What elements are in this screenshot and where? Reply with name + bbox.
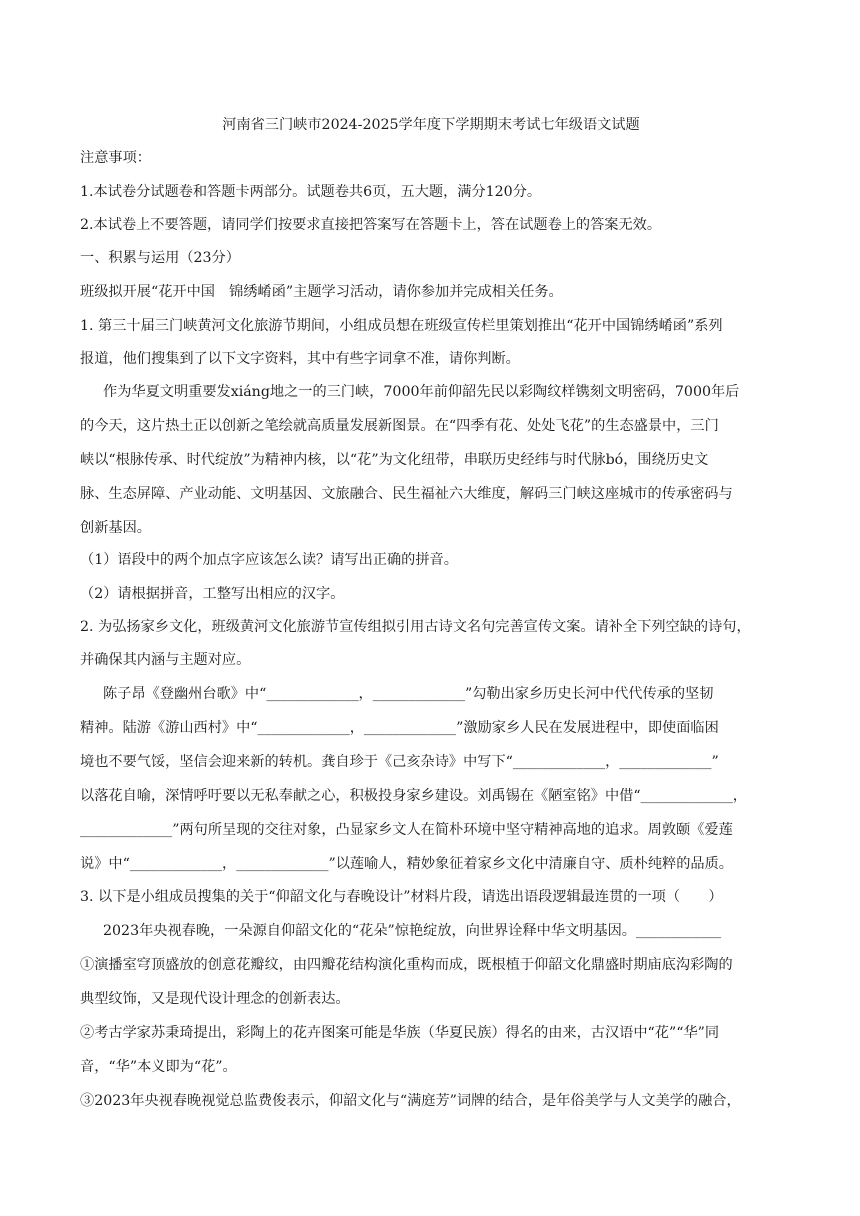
- passage-2-line: 境也不要气馁，坚信会迎来新的转机。龚自珍于《己亥杂诗》中写下“_____________，_____________”: [80, 754, 719, 770]
- notice-heading: 注意事项：: [80, 150, 151, 166]
- passage-2-line: _____________”两句所呈现的交往对象，凸显家乡文人在简朴环境中坚守精神高地的追求。周敦颐《爱莲: [80, 822, 733, 838]
- passage-2-line: 精神。陆游《游山西村》中“_____________，_____________”激励家乡人民在发展进程中，即使面临困: [80, 720, 719, 736]
- question-1-line: 报道，他们搜集到了以下文字资料，其中有些字词拿不准，请你判断。: [80, 351, 520, 367]
- passage-1-line: 创新基因。: [80, 520, 151, 536]
- question-2-line: 2. 为弘扬家乡文化，班级黄河文化旅游节宣传组拟引用古诗文名句完善宣传文案。请补全下列空缺的诗句，: [80, 619, 751, 635]
- option-2-line: 音，“华”本义即为“花”。: [80, 1059, 237, 1075]
- passage-2-line: 以落花自喻，深情呼吁要以无私奉献之心，积极投身家乡建设。刘禹锡在《陋室铭》中借“_____________，: [80, 788, 747, 804]
- question-1-subitem-1: （1）语段中的两个加点字应该怎么读？请写出正确的拼音。: [80, 552, 458, 568]
- exam-title: 河南省三门峡市2024-2025学年度下学期期末考试七年级语文试题: [222, 117, 640, 133]
- section-heading: 一、积累与运用（23分）: [80, 250, 240, 266]
- passage-1-line: 峡以“根脉传承、时代绽放”为精神内核，以“花”为文化纽带，串联历史经纬与时代脉bó，围绕历史文: [80, 452, 709, 468]
- option-2-line: ②考古学家苏秉琦提出，彩陶上的花卉图案可能是华族（华夏民族）得名的由来，古汉语中“花”“华”同: [80, 1025, 720, 1041]
- passage-2-line: 说》中“_____________，_____________”以莲喻人，精妙象征着家乡文化中清廉自守、质朴纯粹的品质。: [80, 856, 733, 872]
- passage-1-line: 脉、生态屏障、产业动能、文明基因、文旅融合、民生福祉六大维度，解码三门峡这座城市的传承密码与: [80, 486, 733, 502]
- option-1-line: 典型纹饰，又是现代设计理念的创新表达。: [80, 991, 350, 1007]
- notice-item-2: 2.本试卷上不要答题，请同学们按要求直接把答案写在答题卡上，答在试题卷上的答案无效。: [80, 217, 662, 233]
- passage-2-line: 陈子昂《登幽州台歌》中“_____________，_____________”勾勒出家乡历史长河中代代传承的坚韧: [103, 686, 714, 702]
- option-1-line: ①演播室穹顶盛放的创意花瓣纹，由四瓣花结构演化重构而成，既根植于仰韶文化鼎盛时期庙底沟彩陶的: [80, 957, 733, 973]
- question-3-line: 3. 以下是小组成员搜集的关于“仰韶文化与春晚设计”材料片段，请选出语段逻辑最连贯的一项（ ）: [80, 889, 723, 905]
- activity-intro: 班级拟开展“花开中国 锦绣崤函”主题学习活动，请你参加并完成相关任务。: [80, 284, 563, 300]
- option-3-line: ③2023年央视春晚视觉总监费俊表示，仰韶文化与“满庭芳”词牌的结合，是年俗美学与人文美学的融合，: [80, 1093, 741, 1109]
- passage-1-line: 的今天，这片热土正以创新之笔绘就高质量发展新图景。在“四季有花、处处飞花”的生态盛景中，三门: [80, 418, 719, 434]
- question-2-line: 并确保其内涵与主题对应。: [80, 652, 251, 668]
- notice-item-1: 1.本试卷分试题卷和答题卡两部分。试题卷共6页，五大题，满分120分。: [80, 184, 542, 200]
- question-1-line: 1. 第三十届三门峡黄河文化旅游节期间，小组成员想在班级宣传栏里策划推出“花开中国锦绣崤函”系列: [80, 318, 723, 334]
- passage-3-line: 2023年央视春晚，一朵源自仰韶文化的“花朵”惊艳绽放，向世界诠释中华文明基因。____________: [103, 923, 722, 939]
- passage-1-line: 作为华夏文明重要发xiáng地之一的三门峡，7000年前仰韶先民以彩陶纹样镌刻文明密码，7000年后: [103, 384, 740, 400]
- question-1-subitem-2: （2）请根据拼音，工整写出相应的汉字。: [80, 586, 345, 602]
